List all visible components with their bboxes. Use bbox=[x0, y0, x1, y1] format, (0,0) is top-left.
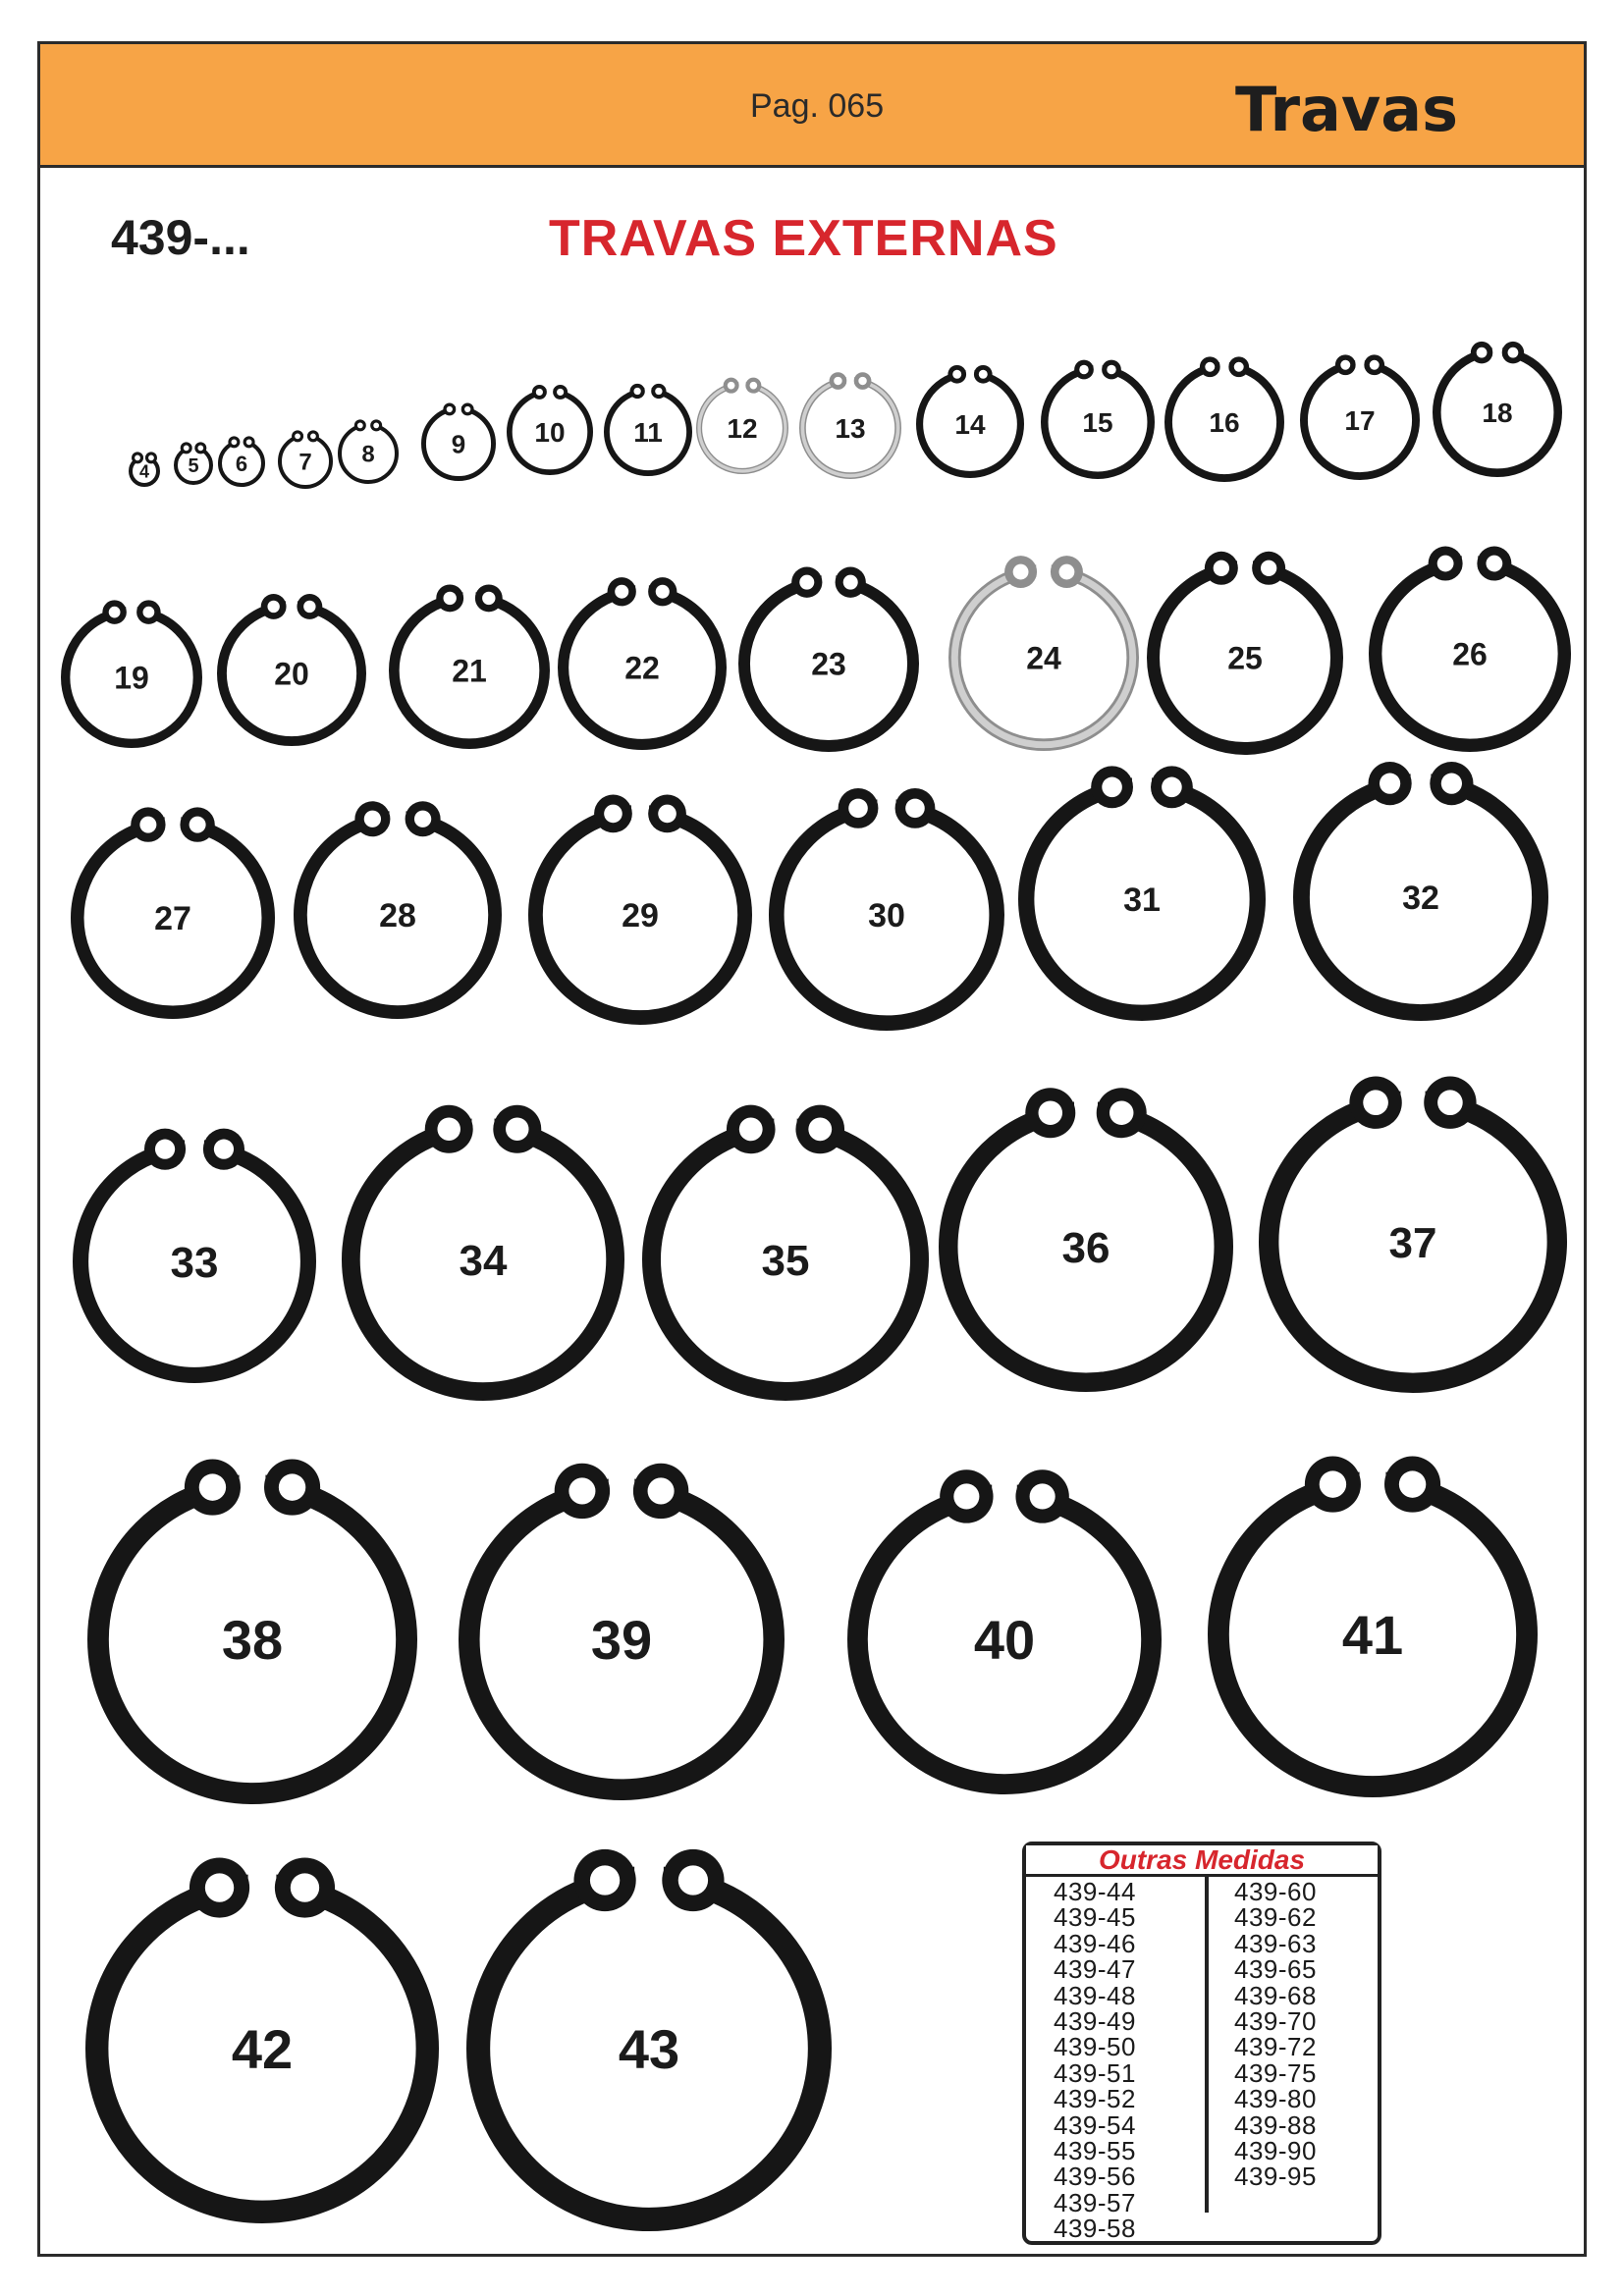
ring-lug-hole bbox=[447, 406, 453, 412]
ring-size-label: 15 bbox=[1082, 407, 1113, 439]
ring-lug-hole bbox=[557, 389, 564, 396]
ring-size-label: 18 bbox=[1482, 398, 1513, 429]
retaining-ring bbox=[280, 430, 331, 487]
ring-lug-hole bbox=[109, 607, 121, 618]
ring-gap bbox=[471, 1114, 494, 1141]
ring-lug-hole bbox=[1486, 556, 1502, 572]
ring-lug-hole bbox=[482, 592, 495, 605]
ring-gap bbox=[126, 603, 137, 619]
ring-size-label: 10 bbox=[534, 417, 566, 449]
ring-size-label: 6 bbox=[235, 451, 248, 476]
ring-size-label: 25 bbox=[1227, 640, 1263, 676]
ring-gap bbox=[1360, 1468, 1386, 1497]
ring-lug-hole bbox=[1437, 556, 1454, 572]
ring-size-label: 41 bbox=[1341, 1604, 1404, 1667]
ring-gap bbox=[1132, 774, 1152, 797]
ring-lug-hole bbox=[590, 1865, 620, 1895]
retaining-ring bbox=[1154, 552, 1337, 749]
ring-gap bbox=[1074, 1097, 1098, 1125]
other-size-code: 439-46 bbox=[1054, 1928, 1136, 1958]
ring-gap bbox=[456, 402, 461, 415]
ring-lug-hole bbox=[1013, 564, 1029, 580]
ring-lug-hole bbox=[834, 377, 841, 385]
ring-lug-hole bbox=[728, 382, 735, 390]
ring-lug-hole bbox=[364, 811, 381, 828]
other-size-code: 439-72 bbox=[1234, 2032, 1317, 2062]
table-divider bbox=[1205, 1877, 1209, 2213]
ring-lug-hole bbox=[155, 1140, 175, 1159]
ring-lug-hole bbox=[139, 817, 156, 833]
ring-lug-hole bbox=[843, 575, 858, 590]
ring-gap bbox=[185, 1136, 204, 1159]
ring-size-label: 4 bbox=[138, 461, 150, 482]
retaining-ring bbox=[1301, 762, 1540, 1013]
ring-lug-hole bbox=[858, 377, 866, 385]
ring-gap bbox=[286, 597, 298, 614]
other-size-code: 439-48 bbox=[1054, 1980, 1136, 2010]
ring-lug-hole bbox=[1162, 777, 1182, 798]
ring-lug-hole bbox=[143, 607, 155, 618]
other-sizes-title: Outras Medidas bbox=[1026, 1845, 1378, 1877]
ring-lug-hole bbox=[303, 601, 315, 613]
retaining-ring bbox=[948, 1088, 1224, 1382]
ring-size-label: 8 bbox=[361, 441, 375, 468]
ring-size-label: 30 bbox=[868, 897, 905, 935]
ring-gap bbox=[1093, 361, 1102, 377]
ring-lug-hole bbox=[1107, 365, 1115, 374]
ring-lug-hole bbox=[568, 1477, 595, 1504]
ring-lug-hole bbox=[604, 805, 623, 824]
ring-gap bbox=[644, 384, 651, 398]
ring-lug-hole bbox=[1030, 1483, 1056, 1509]
retaining-ring bbox=[176, 442, 211, 483]
retaining-ring bbox=[564, 577, 722, 744]
ring-gap bbox=[992, 1480, 1017, 1509]
ring-size-label: 42 bbox=[231, 2018, 294, 2081]
other-size-code: 439-54 bbox=[1054, 2109, 1136, 2140]
ring-lug-hole bbox=[1039, 1100, 1062, 1124]
retaining-ring bbox=[1026, 766, 1258, 1012]
other-size-code: 439-49 bbox=[1054, 2005, 1136, 2036]
ring-size-label: 7 bbox=[298, 449, 312, 476]
retaining-ring bbox=[954, 556, 1132, 745]
section-title: Travas bbox=[1235, 74, 1459, 145]
other-sizes-right-column bbox=[1234, 1879, 1317, 2190]
other-size-code: 439-50 bbox=[1054, 2032, 1136, 2062]
retaining-ring bbox=[1168, 356, 1280, 478]
retaining-ring bbox=[920, 365, 1021, 474]
retaining-ring bbox=[699, 378, 785, 471]
ring-size-label: 31 bbox=[1123, 881, 1161, 920]
ring-lug-hole bbox=[437, 1117, 460, 1141]
other-size-code: 439-75 bbox=[1234, 2057, 1317, 2088]
ring-lug-hole bbox=[953, 1483, 979, 1509]
retaining-ring bbox=[300, 801, 495, 1012]
ring-lug-hole bbox=[1079, 365, 1088, 374]
other-size-code: 439-58 bbox=[1054, 2214, 1136, 2244]
retaining-ring bbox=[1436, 342, 1557, 473]
ring-lug-hole bbox=[267, 601, 279, 613]
retaining-ring bbox=[81, 1129, 308, 1375]
ring-size-label: 36 bbox=[1061, 1223, 1110, 1272]
retaining-ring bbox=[478, 1849, 820, 2219]
retaining-ring bbox=[222, 594, 361, 741]
ring-lug-hole bbox=[1059, 564, 1075, 580]
ring-lug-hole bbox=[1380, 774, 1400, 794]
ring-size-label: 14 bbox=[954, 409, 986, 441]
ring-size-label: 13 bbox=[835, 413, 866, 445]
ring-gap bbox=[462, 588, 475, 607]
ring-gap bbox=[240, 436, 244, 448]
ring-lug-hole bbox=[1437, 1090, 1463, 1115]
retaining-ring bbox=[1218, 1457, 1527, 1788]
retaining-ring bbox=[802, 372, 897, 475]
ring-size-label: 16 bbox=[1209, 407, 1240, 439]
ring-size-label: 23 bbox=[811, 646, 846, 682]
ring-lug-hole bbox=[464, 406, 470, 412]
other-sizes-table bbox=[1022, 1842, 1381, 2245]
ring-lug-hole bbox=[658, 805, 677, 824]
other-size-code: 439-44 bbox=[1054, 1877, 1136, 1906]
other-size-code: 439-65 bbox=[1234, 1954, 1317, 1985]
ring-gap bbox=[366, 419, 371, 431]
ring-lug-hole bbox=[1261, 561, 1276, 576]
ring-size-label: 17 bbox=[1344, 405, 1376, 437]
ring-lug-hole bbox=[1363, 1090, 1388, 1115]
ring-lug-hole bbox=[750, 382, 758, 390]
ring-gap bbox=[1237, 557, 1253, 577]
ring-size-label: 39 bbox=[590, 1609, 653, 1672]
ring-lug-hole bbox=[373, 423, 379, 429]
ring-size-label: 28 bbox=[379, 897, 416, 935]
other-size-code: 439-52 bbox=[1054, 2084, 1136, 2114]
ring-lug-hole bbox=[279, 1473, 305, 1500]
ring-lug-hole bbox=[905, 799, 925, 819]
ring-lug-hole bbox=[655, 388, 662, 395]
ring-gap bbox=[1355, 356, 1365, 372]
ring-size-label: 43 bbox=[618, 2018, 680, 2081]
other-size-code: 439-45 bbox=[1054, 1902, 1136, 1933]
ring-gap bbox=[240, 1470, 266, 1500]
ring-size-label: 21 bbox=[452, 653, 487, 689]
ring-size-label: 35 bbox=[761, 1236, 810, 1285]
ring-size-label: 40 bbox=[973, 1609, 1036, 1672]
other-size-code: 439-57 bbox=[1054, 2187, 1136, 2217]
ring-size-label: 20 bbox=[274, 656, 309, 692]
ring-lug-hole bbox=[1399, 1470, 1426, 1497]
ring-gap bbox=[635, 581, 649, 600]
ring-lug-hole bbox=[189, 817, 206, 833]
retaining-ring bbox=[535, 795, 744, 1018]
ring-lug-hole bbox=[291, 1873, 319, 1901]
other-size-code: 439-56 bbox=[1054, 2162, 1136, 2192]
ring-size-label: 37 bbox=[1388, 1218, 1437, 1267]
ring-lug-hole bbox=[1205, 362, 1215, 372]
page-number: Pag. 065 bbox=[750, 87, 885, 125]
ring-lug-hole bbox=[357, 423, 363, 429]
ring-gap bbox=[774, 1114, 796, 1141]
ring-lug-hole bbox=[633, 388, 640, 395]
product-code-prefix: 439-... bbox=[111, 210, 250, 265]
ring-lug-hole bbox=[952, 370, 961, 379]
ring-size-label: 33 bbox=[170, 1238, 219, 1287]
retaining-ring bbox=[131, 452, 158, 485]
other-size-code: 439-80 bbox=[1234, 2084, 1317, 2114]
retaining-ring bbox=[1304, 354, 1416, 476]
other-size-code: 439-60 bbox=[1234, 1877, 1317, 1906]
ring-gap bbox=[1036, 561, 1052, 581]
ring-size-label: 34 bbox=[459, 1236, 508, 1285]
retaining-ring bbox=[510, 385, 590, 472]
retaining-ring bbox=[651, 1105, 919, 1392]
ring-lug-hole bbox=[848, 799, 868, 819]
ring-gap bbox=[191, 442, 194, 454]
retaining-ring bbox=[351, 1105, 615, 1392]
ring-size-label: 24 bbox=[1026, 640, 1061, 676]
ring-gap bbox=[546, 385, 553, 399]
ring-lug-hole bbox=[678, 1865, 708, 1895]
ring-lug-hole bbox=[1110, 1100, 1133, 1124]
ring-lug-hole bbox=[1508, 347, 1519, 358]
retaining-ring bbox=[607, 384, 689, 473]
ring-lug-hole bbox=[444, 592, 457, 605]
ring-lug-hole bbox=[1477, 347, 1488, 358]
ring-gap bbox=[1411, 770, 1432, 794]
ring-gap bbox=[631, 801, 649, 824]
ring-gap bbox=[846, 373, 854, 388]
ring-lug-hole bbox=[536, 389, 543, 396]
ring-lug-hole bbox=[135, 455, 140, 461]
ring-size-label: 5 bbox=[188, 455, 199, 478]
ring-gap bbox=[1492, 344, 1503, 360]
retaining-ring bbox=[78, 807, 268, 1012]
ring-lug-hole bbox=[1214, 561, 1229, 576]
ring-size-label: 22 bbox=[624, 650, 660, 686]
retaining-ring bbox=[98, 1460, 406, 1794]
ring-lug-hole bbox=[808, 1117, 832, 1141]
other-size-code: 439-90 bbox=[1234, 2135, 1317, 2165]
ring-lug-hole bbox=[148, 455, 154, 461]
ring-lug-hole bbox=[205, 1873, 234, 1901]
page-title: TRAVAS EXTERNAS bbox=[549, 210, 1058, 267]
retaining-ring bbox=[340, 419, 397, 482]
ring-lug-hole bbox=[1320, 1470, 1346, 1497]
ring-size-label: 32 bbox=[1402, 880, 1439, 918]
ring-lug-hole bbox=[799, 575, 814, 590]
other-sizes-left-column bbox=[1054, 1877, 1136, 2244]
other-size-code: 439-88 bbox=[1234, 2109, 1317, 2140]
ring-gap bbox=[1400, 1087, 1425, 1114]
ring-size-label: 9 bbox=[451, 429, 466, 459]
ring-lug-hole bbox=[656, 585, 670, 599]
ring-lug-hole bbox=[295, 434, 300, 440]
retaining-ring bbox=[220, 436, 263, 485]
ring-size-label: 19 bbox=[114, 660, 149, 696]
ring-gap bbox=[390, 807, 406, 828]
ring-gap bbox=[877, 795, 895, 819]
retaining-ring bbox=[1269, 1077, 1557, 1383]
ring-lug-hole bbox=[648, 1477, 675, 1504]
ring-lug-hole bbox=[184, 446, 189, 452]
ring-lug-hole bbox=[506, 1117, 529, 1141]
other-size-code: 439-55 bbox=[1054, 2135, 1136, 2165]
ring-lug-hole bbox=[197, 446, 203, 452]
retaining-ring bbox=[394, 584, 544, 743]
other-size-code: 439-63 bbox=[1234, 1928, 1317, 1958]
ring-size-label: 38 bbox=[221, 1609, 284, 1672]
retaining-ring bbox=[1045, 360, 1151, 476]
ring-lug-hole bbox=[1340, 360, 1350, 370]
retaining-ring bbox=[1376, 547, 1565, 746]
ring-lug-hole bbox=[1370, 360, 1380, 370]
retaining-ring bbox=[423, 402, 493, 479]
ring-gap bbox=[822, 571, 837, 591]
ring-lug-hole bbox=[979, 370, 988, 379]
other-size-code: 439-68 bbox=[1234, 1980, 1317, 2010]
ring-lug-hole bbox=[414, 811, 431, 828]
ring-lug-hole bbox=[246, 440, 252, 446]
ring-lug-hole bbox=[615, 585, 628, 599]
ring-gap bbox=[609, 1474, 635, 1504]
ring-lug-hole bbox=[232, 440, 238, 446]
ring-lug-hole bbox=[1234, 362, 1244, 372]
ring-size-label: 26 bbox=[1452, 636, 1488, 672]
ring-lug-hole bbox=[199, 1473, 226, 1500]
ring-size-label: 27 bbox=[154, 900, 191, 938]
ring-gap bbox=[634, 1862, 664, 1894]
ring-gap bbox=[738, 378, 746, 392]
retaining-ring bbox=[66, 600, 198, 743]
retaining-ring bbox=[777, 788, 997, 1023]
retaining-ring bbox=[744, 567, 913, 746]
retaining-ring bbox=[469, 1464, 774, 1789]
retaining-ring bbox=[857, 1469, 1151, 1784]
ring-lug-hole bbox=[739, 1117, 763, 1141]
other-size-code: 439-51 bbox=[1054, 2057, 1136, 2088]
ring-lug-hole bbox=[310, 434, 316, 440]
ring-lug-hole bbox=[1102, 777, 1122, 798]
ring-lug-hole bbox=[1441, 774, 1462, 794]
ring-gap bbox=[248, 1870, 277, 1900]
retaining-ring bbox=[97, 1857, 428, 2212]
ring-gap bbox=[966, 366, 975, 381]
ring-gap bbox=[1462, 552, 1478, 572]
other-size-code: 439-47 bbox=[1054, 1954, 1136, 1985]
ring-gap bbox=[165, 813, 182, 834]
other-size-code: 439-70 bbox=[1234, 2005, 1317, 2036]
other-size-code: 439-62 bbox=[1234, 1902, 1317, 1933]
ring-size-label: 29 bbox=[622, 897, 659, 935]
ring-gap bbox=[303, 430, 307, 442]
ring-lug-hole bbox=[214, 1140, 234, 1159]
ring-gap bbox=[1219, 358, 1229, 374]
ring-size-label: 12 bbox=[727, 413, 758, 445]
ring-size-label: 11 bbox=[633, 417, 663, 449]
other-size-code: 439-95 bbox=[1234, 2162, 1317, 2192]
